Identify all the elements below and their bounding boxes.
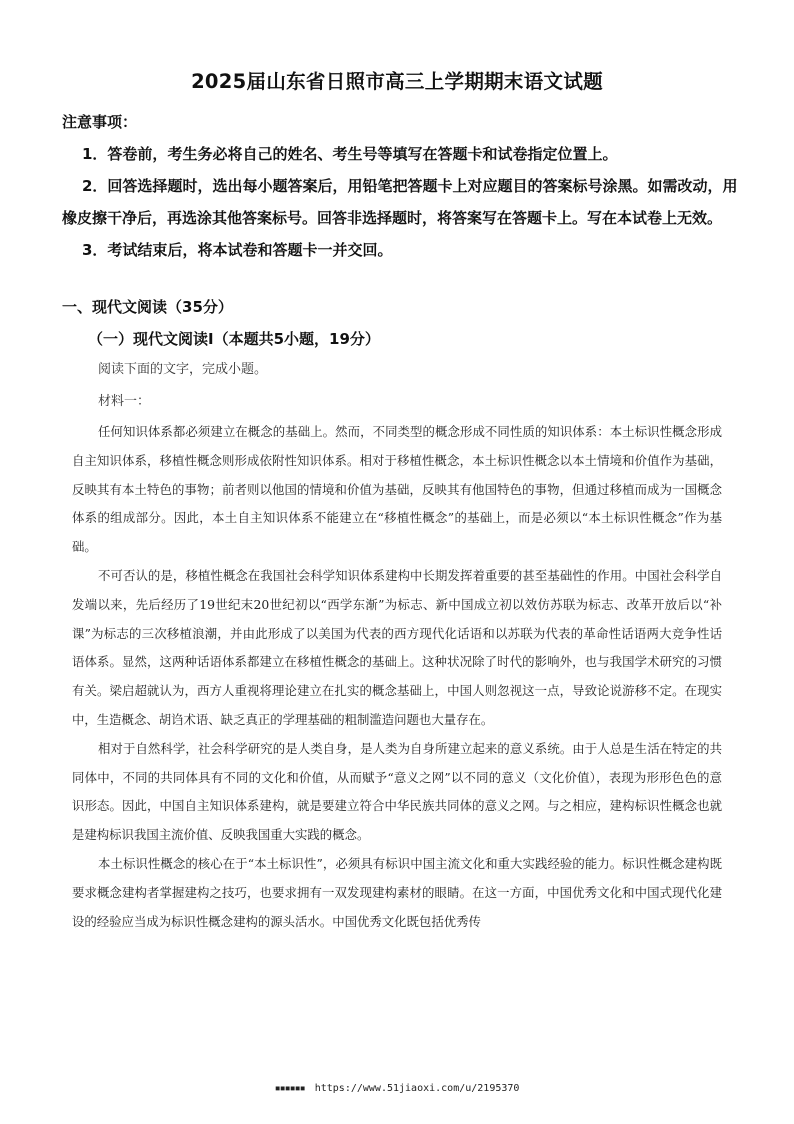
watermark-logo: ▪▪▪▪▪▪ (274, 1083, 305, 1094)
passage-body (72, 418, 722, 936)
notice-block (62, 106, 738, 266)
exam-title: 2025届山东省日照市高三上学期期末语文试题 (191, 70, 603, 93)
page-footer (0, 1083, 794, 1094)
notice-item-1: 1．答卷前，考生务必将自己的姓名、考生号等填写在答题卡和试卷指定位置上。 (82, 145, 618, 163)
passage-paragraph-3: 相对于自然科学，社会科学研究的是人类自身，是人类为自身所建立起来的意义系统。由于人总是生活在特定的共同体中，不同的共同体具有不同的文化和价值，从而赋予“意义之网”以不同的意义（文化价值），表现为形形色色的意识形态。因此，中国自主知识体系建构，就是要建立符合中华民族共同体的意义之网。与之相应，建构标识性概念也就是建构标识我国主流价值、反映我国重大实践的概念。 (72, 740, 722, 843)
notice-heading: 注意事项： (62, 113, 138, 131)
passage-paragraph-1: 任何知识体系都必须建立在概念的基础上。然而，不同类型的概念形成不同性质的知识体系：本土标识性概念形成自主知识体系，移植性概念则形成依附性知识体系。相对于移植性概念，本土标识性概念以本土情境和价值作为基础，反映其有本土特色的事物；前者则以他国的情境和价值为基础，反映其有他国特色的事物，但通过移植而成为一国概念体系的组成部分。因此，本土自主知识体系不能建立在“移植性概念”的基础上，而是必须以“本土标识性概念”作为基础。 (72, 424, 722, 555)
notice-item-3: 3．考试结束后，将本试卷和答题卡一并交回。 (82, 241, 393, 259)
passage-paragraph-4: 本土标识性概念的核心在于“本土标识性”，必须具有标识中国主流文化和重大实践经验的能力。标识性概念建构既要求概念建构者掌握建构之技巧，也要求拥有一双发现建构素材的眼睛。在这一方面，中国优秀文化和中国式现代化建设的经验应当成为标识性概念建构的源头活水。中国优秀文化既包括优秀传 (72, 855, 722, 929)
footer-url[interactable]: https://www.51jiaoxi.com/u/2195370 (314, 1083, 520, 1094)
reading-instruction: 阅读下面的文字，完成小题。 (98, 362, 268, 377)
sub-section-heading: （一）现代文阅读Ⅰ（本题共5小题，19分） (88, 330, 380, 348)
material-label: 材料一： (98, 394, 151, 409)
passage-paragraph-2: 不可否认的是，移植性概念在我国社会科学知识体系建构中长期发挥着重要的甚至基础性的作用。中国社会科学自发端以来，先后经历了19世纪末20世纪初以“西学东渐”为标志、新中国成立初以效仿苏联为标志、改革开放后以“补课”为标志的三次移植浪潮，并由此形成了以美国为代表的西方现代化话语和以苏联为代表的革命性话语两大竞争性话语体系。显然，这两种话语体系都建立在移植性概念的基础上。这种状况除了时代的影响外，也与我国学术研究的习惯有关。梁启超就认为，西方人重视将理论建立在扎实的概念基础上，中国人则忽视这一点，导致论说游移不定。在现实中，生造概念、胡诌术语、缺乏真正的学理基础的粗制滥造问题也大量存在。 (72, 567, 722, 727)
section-heading: 一、现代文阅读（35分） (62, 298, 233, 316)
notice-item-2: 2．回答选择题时，选出每小题答案后，用铅笔把答题卡上对应题目的答案标号涂黑。如需改动，用橡皮擦干净后，再选涂其他答案标号。回答非选择题时，将答案写在答题卡上。写在本试卷上无效。 (62, 177, 738, 227)
